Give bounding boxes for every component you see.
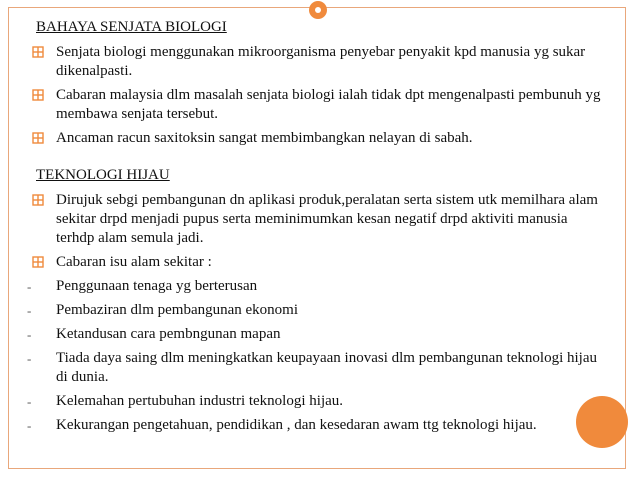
list-item-text: Kelemahan pertubuhan industri teknologi hijau. (56, 393, 344, 409)
slide-content (27, 18, 606, 440)
list-item-text: Cabaran malaysia dlm masalah senjata biologi ialah tidak dpt mengenalpasti pembunuh yg membawa senjata tersebut. (56, 87, 601, 122)
dash-bullet-icon: - (27, 418, 32, 433)
dash-list-item (27, 277, 606, 296)
square-cross-bullet-icon (30, 44, 46, 60)
list-item-text: Ketandusan cara pembngunan mapan (56, 326, 281, 342)
dash-list-item (27, 301, 606, 320)
square-cross-bullet-icon (30, 192, 46, 208)
square-cross-bullet-icon (30, 87, 46, 103)
dash-list-item (27, 392, 606, 411)
square-cross-bullet-icon (30, 130, 46, 146)
list-item (36, 43, 606, 81)
heading-teknologi-hijau: TEKNOLOGI HIJAU (36, 167, 170, 183)
list-item-text: Dirujuk sebgi pembangunan dn aplikasi produk,peralatan serta sistem utk memilhara alam sekitar drpd menjadi pupus serta meminimumkan kesan negatif drpd aktiviti manusia terhdp alam semula jadi. (56, 192, 598, 246)
dash-list-item (27, 416, 606, 435)
list-item-text: Senjata biologi menggunakan mikroorganisma penyebar penyakit kpd manusia yg sukar dikenalpasti. (56, 44, 586, 79)
list-item (36, 191, 606, 248)
list-item-text: Ancaman racun saxitoksin sangat membimbangkan nelayan di sabah. (56, 130, 473, 146)
list-item (36, 253, 606, 272)
dash-list-item (27, 325, 606, 344)
heading-bahaya-senjata-biologi: BAHAYA SENJATA BIOLOGI (36, 19, 227, 35)
dash-list-item (27, 349, 606, 387)
list-item-text: Kekurangan pengetahuan, pendidikan , dan kesedaran awam ttg teknologi hijau. (56, 417, 537, 433)
list-item-text: Cabaran isu alam sekitar : (56, 254, 212, 270)
dash-bullet-icon: - (27, 351, 32, 366)
list-item-text: Tiada daya saing dlm meningkatkan keupayaan inovasi dlm pembangunan teknologi hijau di dunia. (56, 350, 597, 385)
list-item (36, 129, 606, 148)
dash-bullet-icon: - (27, 279, 32, 294)
square-cross-bullet-icon (30, 254, 46, 270)
dash-bullet-icon: - (27, 394, 32, 409)
list-item-text: Pembaziran dlm pembangunan ekonomi (56, 302, 299, 318)
list-item (36, 86, 606, 124)
dash-bullet-icon: - (27, 303, 32, 318)
top-decor-dot (315, 7, 321, 13)
dash-bullet-icon: - (27, 327, 32, 342)
list-item-text: Penggunaan tenaga yg berterusan (56, 278, 258, 294)
